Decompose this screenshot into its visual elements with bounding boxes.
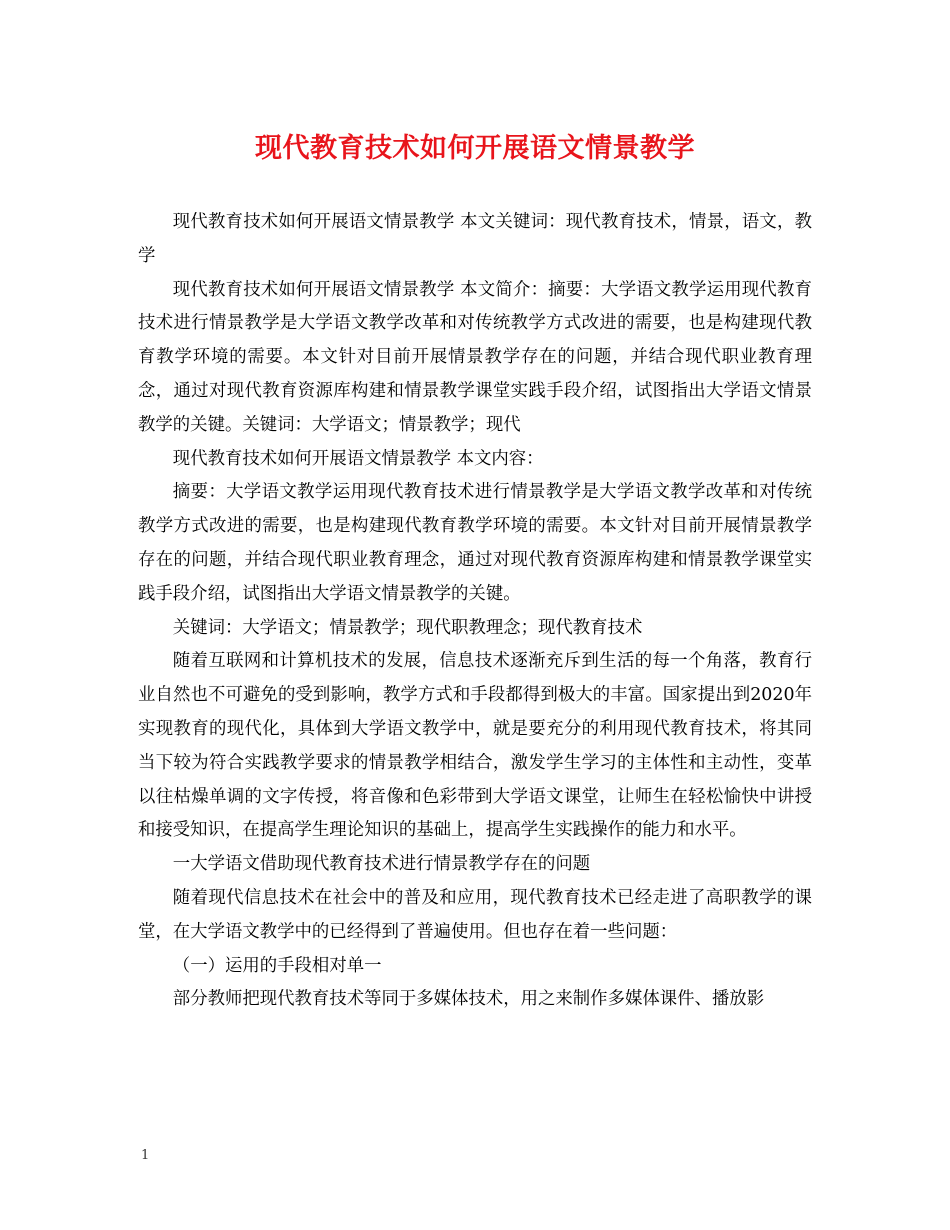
body-paragraph: 随着现代信息技术在社会中的普及和应用，现代教育技术已经走进了高职教学的课堂，在大学语文教学中的已经得到了普遍使用。但也存在着一些问题： [138, 887, 812, 942]
content-heading-paragraph: 现代教育技术如何开展语文情景教学 本文内容： [172, 448, 544, 469]
page-number: 1 [141, 1148, 150, 1163]
key-terms-paragraph: 关键词：大学语文；情景教学；现代职教理念；现代教育技术 [172, 617, 643, 638]
body-paragraph: 部分教师把现代教育技术等同于多媒体技术，用之来制作多媒体课件、播放影 [172, 989, 765, 1010]
document-title: 现代教育技术如何开展语文情景教学 [255, 133, 695, 164]
subsection-heading: （一）运用的手段相对单一 [172, 955, 382, 976]
abstract-paragraph: 摘要：大学语文教学运用现代教育技术进行情景教学是大学语文教学改革和对传统教学方式改进的需要，也是构建现代教育教学环境的需要。本文针对目前开展情景教学存在的问题，并结合现代职业教育理念，通过对现代教育资源库构建和情景教学课堂实践手段介绍，试图指出大学语文情景教学的关键。 [138, 482, 812, 604]
body-paragraph: 随着互联网和计算机技术的发展，信息技术逐渐充斥到生活的每一个角落，教育行业自然也不可避免的受到影响，教学方式和手段都得到极大的丰富。国家提出到2020年实现教育的现代化，具体到大学语文教学中，就是要充分的利用现代教育技术，将其同当下较为符合实践教学要求的情景教学相结合，激发学生学习的主体性和主动性，变革以往枯燥单调的文字传授，将音像和色彩带到大学语文课堂，让师生在轻松愉快中讲授和接受知识，在提高学生理论知识的基础上，提高学生实践操作的能力和水平。 [138, 651, 812, 841]
section-heading: 一大学语文借助现代教育技术进行情景教学存在的问题 [172, 854, 591, 875]
summary-paragraph: 现代教育技术如何开展语文情景教学 本文简介：摘要：大学语文教学运用现代教育技术进行情景教学是大学语文教学改革和对传统教学方式改进的需要，也是构建现代教育教学环境的需要。本文针对目前开展情景教学存在的问题，并结合现代职业教育理念，通过对现代教育资源库构建和情景教学课堂实践手段介绍，试图指出大学语文情景教学的关键。关键词：大学语文；情景教学；现代 [138, 279, 812, 435]
keywords-paragraph: 现代教育技术如何开展语文情景教学 本文关键词：现代教育技术，情景，语文，教学 [138, 212, 812, 266]
document-body [138, 206, 812, 1017]
